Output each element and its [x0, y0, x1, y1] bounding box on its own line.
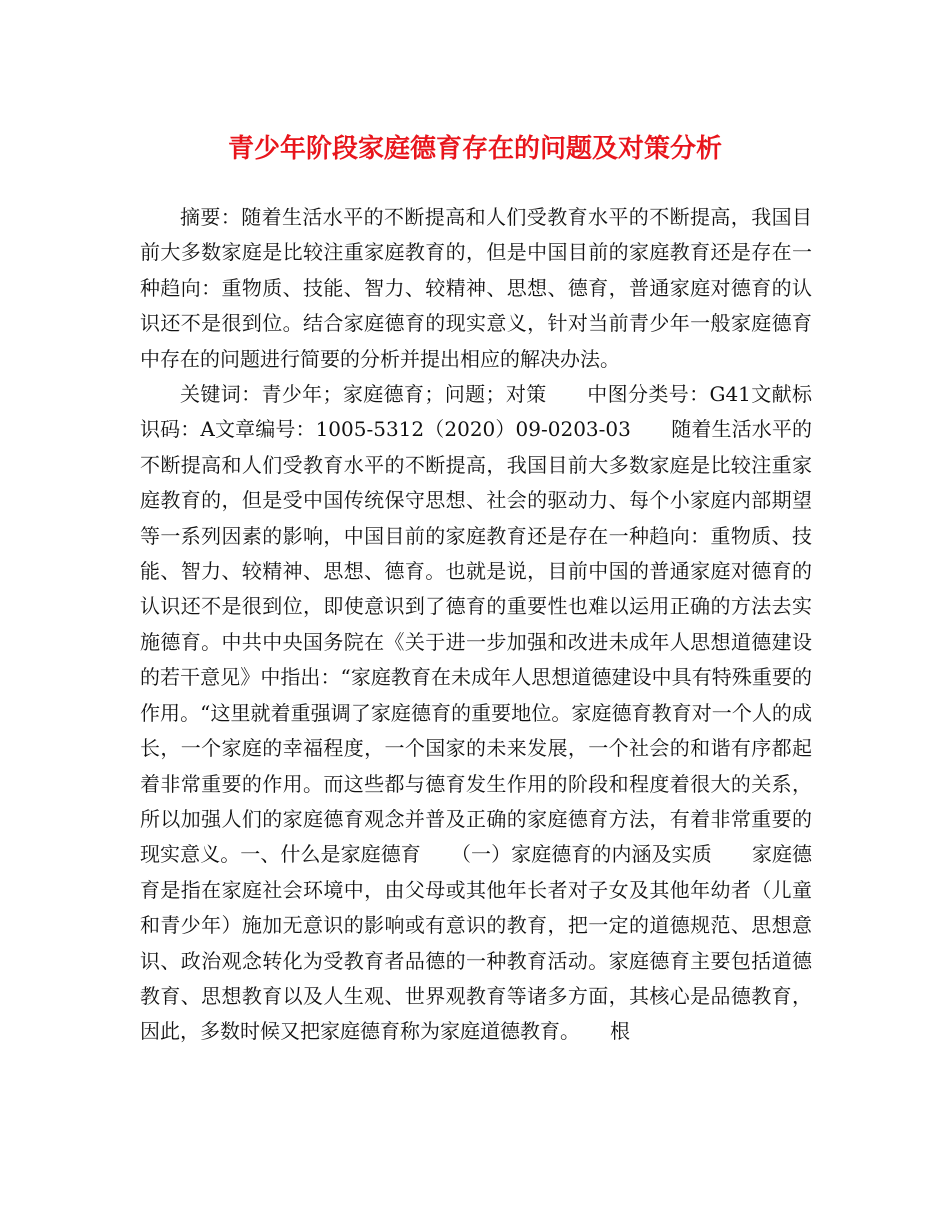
document-title: 青少年阶段家庭德育存在的问题及对策分析 — [227, 134, 722, 164]
document-body — [140, 200, 812, 1050]
abstract-paragraph: 摘要：随着生活水平的不断提高和人们受教育水平的不断提高，我国目前大多数家庭是比较注重家庭教育的，但是中国目前的家庭教育还是存在一种趋向：重物质、技能、智力、较精神、思想、德育，普通家庭对德育的认识还不是很到位。结合家庭德育的现实意义，针对当前青少年一般家庭德育中存在的问题进行简要的分析并提出相应的解决办法。 — [140, 205, 812, 371]
keywords-and-body-paragraph: 关键词：青少年；家庭德育；问题；对策 中图分类号：G41文献标识码：A文章编号：1005-5312（2020）09-0203-03 随着生活水平的不断提高和人们受教育水平的不断提高，我国目前大多数家庭是比较注重家庭教育的，但是受中国传统保守思想、社会的驱动力、每个小家庭内部期望等一系列因素的影响，中国目前的家庭教育还是存在一种趋向：重物质、技能、智力、较精神、思想、德育。也就是说，目前中国的普通家庭对德育的认识还不是很到位，即使意识到了德育的重要性也难以运用正确的方法去实施德育。中共中央国务院在《关于进一步加强和改进未成年人思想道德建设的若干意见》中指出：“家庭教育在未成年人思想道德建设中具有特殊重要的作用。“这里就着重强调了家庭德育的重要地位。家庭德育教育对一个人的成长，一个家庭的幸福程度，一个国家的未来发展，一个社会的和谐有序都起着非常重要的作用。而这些都与德育发生作用的阶段和程度着很大的关系，所以加强人们的家庭德育观念并普及正确的家庭德育方法，有着非常重要的现实意义。一、什么是家庭德育 （一）家庭德育的内涵及实质 家庭德育是指在家庭社会环境中，由父母或其他年长者对子女及其他年幼者（儿童和青少年）施加无意识的影响或有意识的教育，把一定的道德规范、思想意识、政治观念转化为受教育者品德的一种教育活动。家庭德育主要包括道德教育、思想教育以及人生观、世界观教育等诸多方面，其核心是品德教育，因此，多数时候又把家庭德育称为家庭道德教育。 根 — [140, 382, 812, 1044]
